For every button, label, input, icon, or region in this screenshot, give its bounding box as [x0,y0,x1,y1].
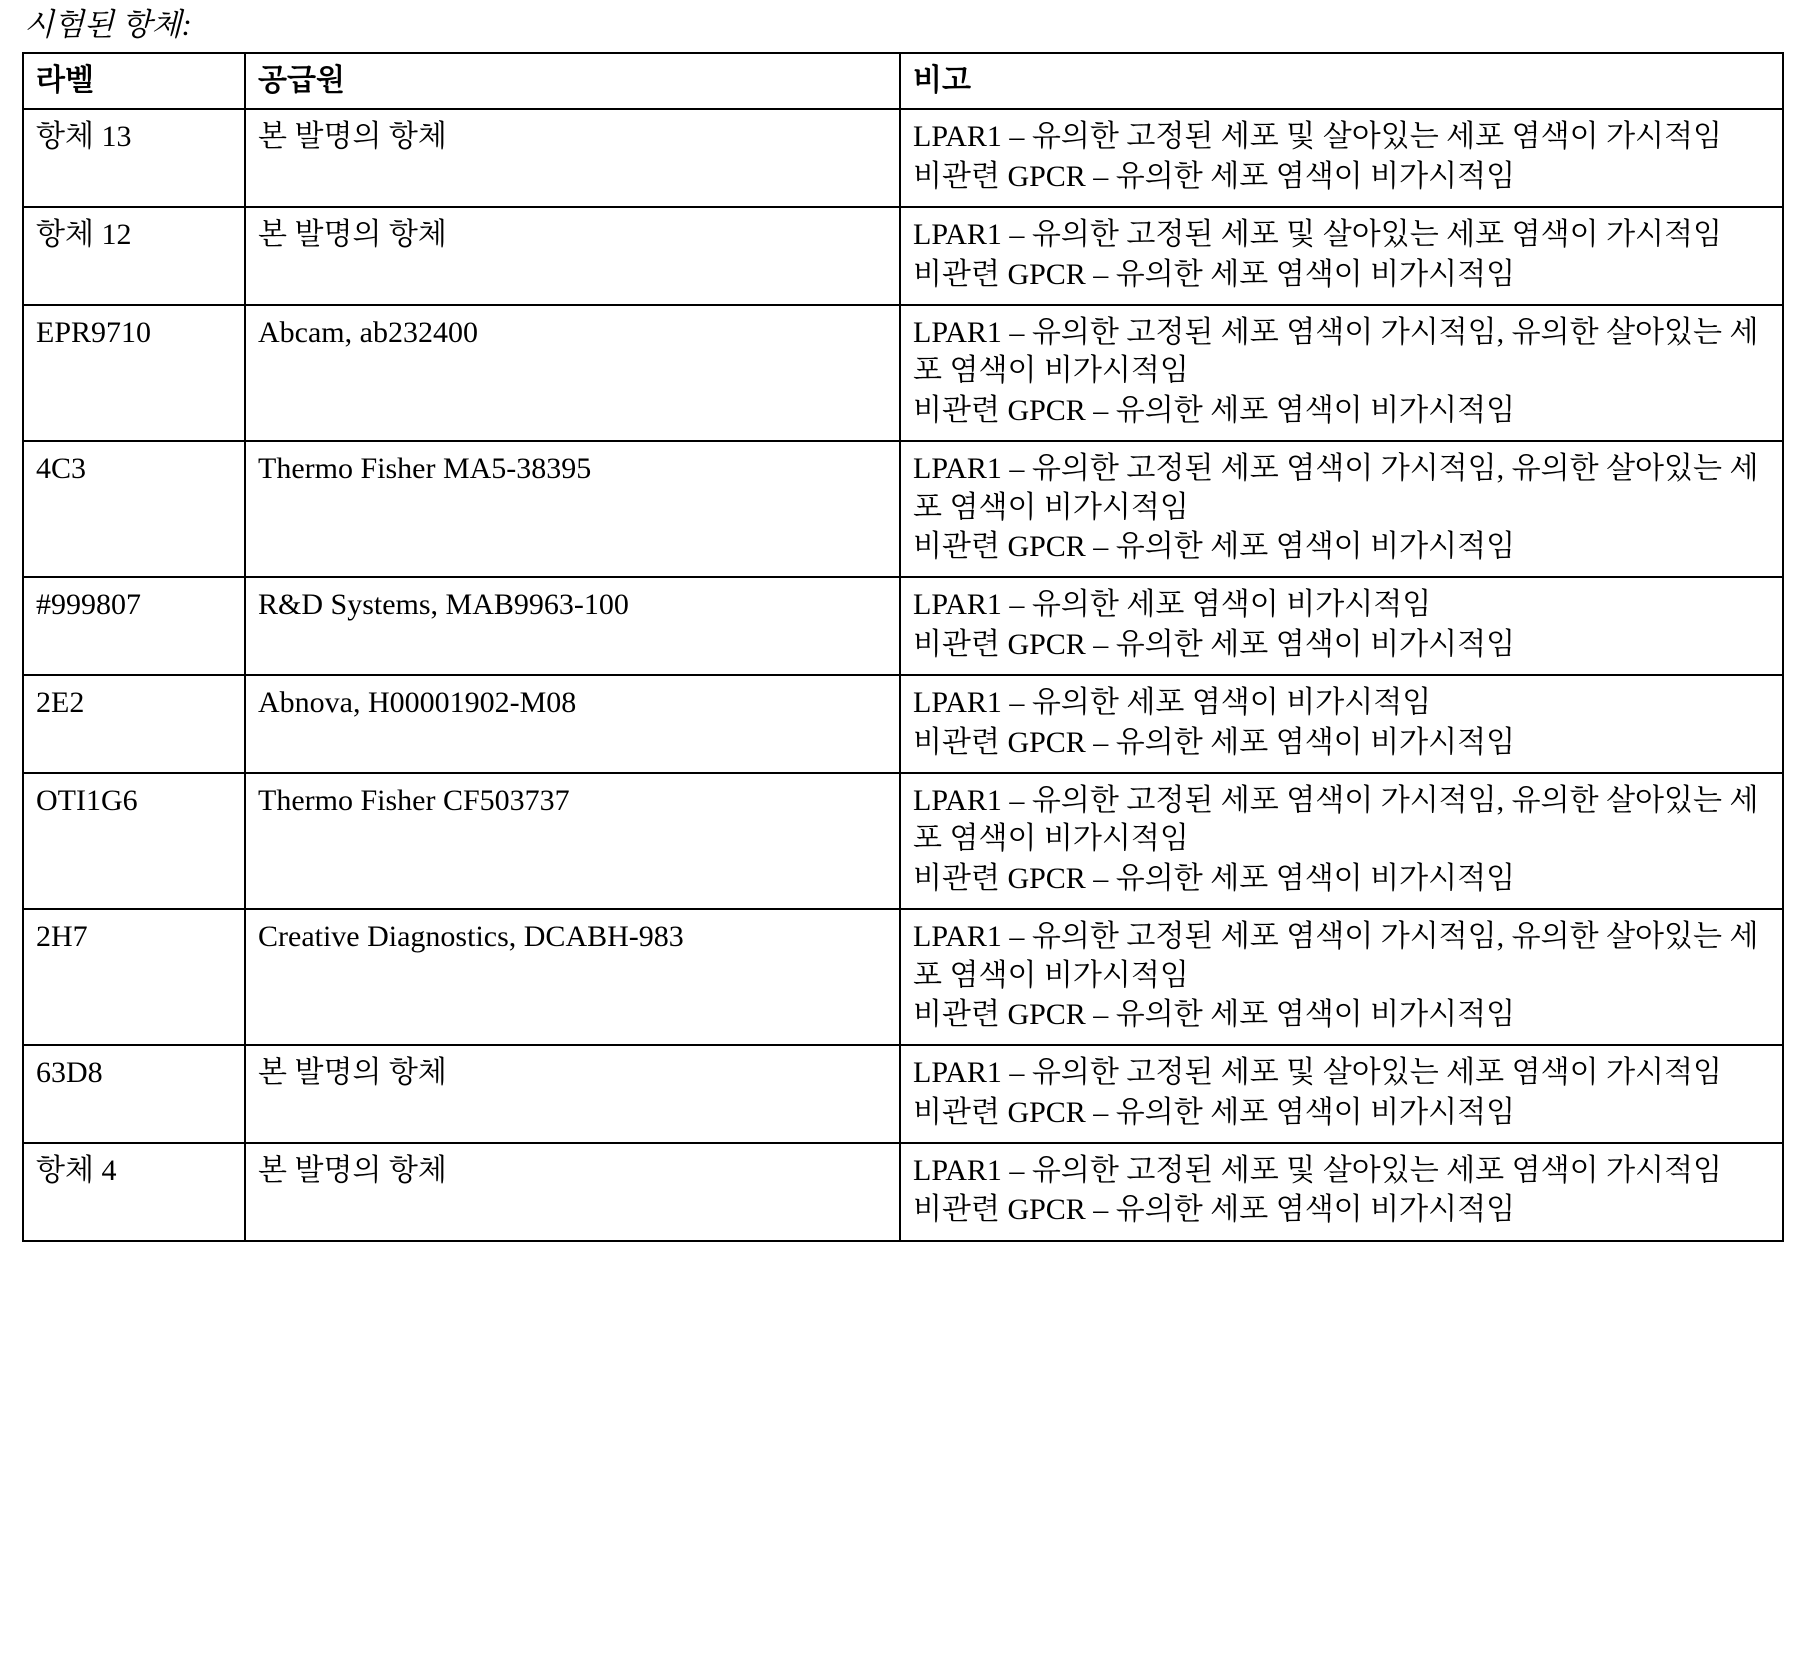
cell-notes [900,109,1783,207]
cell-supplier: Creative Diagnostics, DCABH-983 [245,909,900,1045]
cell-supplier: 본 발명의 항체 [245,109,900,207]
note-line: LPAR1 – 유의한 고정된 세포 및 살아있는 세포 염색이 가시적임 [913,1154,1722,1188]
note-line: 비관련 GPCR – 유의한 세포 염색이 비가시적임 [913,997,1516,1031]
note-line: 비관련 GPCR – 유의한 세포 염색이 비가시적임 [913,725,1516,759]
table-row [23,1143,1783,1241]
cell-notes [900,207,1783,305]
cell-label: 항체 12 [23,207,245,305]
note-line: LPAR1 – 유의한 고정된 세포 염색이 가시적임, 유의한 살아있는 세포 염색이 비가시적임 [913,920,1759,992]
table-row [23,305,1783,441]
column-header-supplier: 공급원 [245,53,900,109]
table-row [23,675,1783,773]
note-line: LPAR1 – 유의한 고정된 세포 염색이 가시적임, 유의한 살아있는 세포 염색이 비가시적임 [913,452,1759,524]
cell-notes [900,577,1783,675]
note-line: LPAR1 – 유의한 세포 염색이 비가시적임 [913,588,1432,622]
cell-supplier: Thermo Fisher MA5-38395 [245,441,900,577]
cell-supplier: 본 발명의 항체 [245,207,900,305]
cell-notes [900,909,1783,1045]
cell-supplier: 본 발명의 항체 [245,1045,900,1143]
note-line: LPAR1 – 유의한 세포 염색이 비가시적임 [913,686,1432,720]
table-row [23,441,1783,577]
table-row [23,109,1783,207]
cell-supplier: Abcam, ab232400 [245,305,900,441]
table-header-row [23,53,1783,109]
cell-label: 항체 13 [23,109,245,207]
cell-notes [900,675,1783,773]
table-caption: 시험된 항체: [24,7,192,42]
note-line: 비관련 GPCR – 유의한 세포 염색이 비가시적임 [913,393,1516,427]
cell-notes [900,305,1783,441]
note-line: 비관련 GPCR – 유의한 세포 염색이 비가시적임 [913,627,1516,661]
note-line: 비관련 GPCR – 유의한 세포 염색이 비가시적임 [913,159,1516,193]
table-body [23,109,1783,1240]
cell-notes [900,441,1783,577]
cell-notes [900,1143,1783,1241]
note-line: 비관련 GPCR – 유의한 세포 염색이 비가시적임 [913,530,1516,563]
column-header-notes: 비고 [900,53,1783,109]
table-row [23,577,1783,675]
note-line: LPAR1 – 유의한 고정된 세포 염색이 가시적임, 유의한 살아있는 세포 염색이 비가시적임 [913,783,1759,856]
note-line: LPAR1 – 유의한 고정된 세포 염색이 가시적임, 유의한 살아있는 세포 염색이 비가시적임 [913,316,1759,388]
note-line: 비관련 GPCR – 유의한 세포 염색이 비가시적임 [913,1095,1516,1129]
note-line: 비관련 GPCR – 유의한 세포 염색이 비가시적임 [913,257,1516,291]
table-header [23,53,1783,109]
note-line: LPAR1 – 유의한 고정된 세포 및 살아있는 세포 염색이 가시적임 [913,120,1722,154]
cell-notes [900,1045,1783,1143]
note-line: 비관련 GPCR – 유의한 세포 염색이 비가시적임 [913,861,1516,895]
note-line: LPAR1 – 유의한 고정된 세포 및 살아있는 세포 염색이 가시적임 [913,1056,1722,1090]
tested-antibodies-table [22,52,1784,1242]
cell-label: 2E2 [23,675,245,773]
cell-label: OTI1G6 [23,773,245,909]
column-header-label: 라벨 [23,53,245,109]
cell-supplier: Thermo Fisher CF503737 [245,773,900,909]
table-row [23,1045,1783,1143]
cell-label: 2H7 [23,909,245,1045]
cell-supplier: 본 발명의 항체 [245,1143,900,1241]
note-line: 비관련 GPCR – 유의한 세포 염색이 비가시적임 [913,1193,1516,1227]
cell-label: 항체 4 [23,1143,245,1241]
cell-supplier: Abnova, H00001902-M08 [245,675,900,773]
table-row [23,773,1783,909]
cell-label: #999807 [23,577,245,675]
cell-label: EPR9710 [23,305,245,441]
table-row [23,909,1783,1045]
table-row [23,207,1783,305]
note-line: LPAR1 – 유의한 고정된 세포 및 살아있는 세포 염색이 가시적임 [913,218,1722,252]
cell-notes [900,773,1783,909]
cell-supplier: R&D Systems, MAB9963-100 [245,577,900,675]
cell-label: 4C3 [23,441,245,577]
cell-label: 63D8 [23,1045,245,1143]
